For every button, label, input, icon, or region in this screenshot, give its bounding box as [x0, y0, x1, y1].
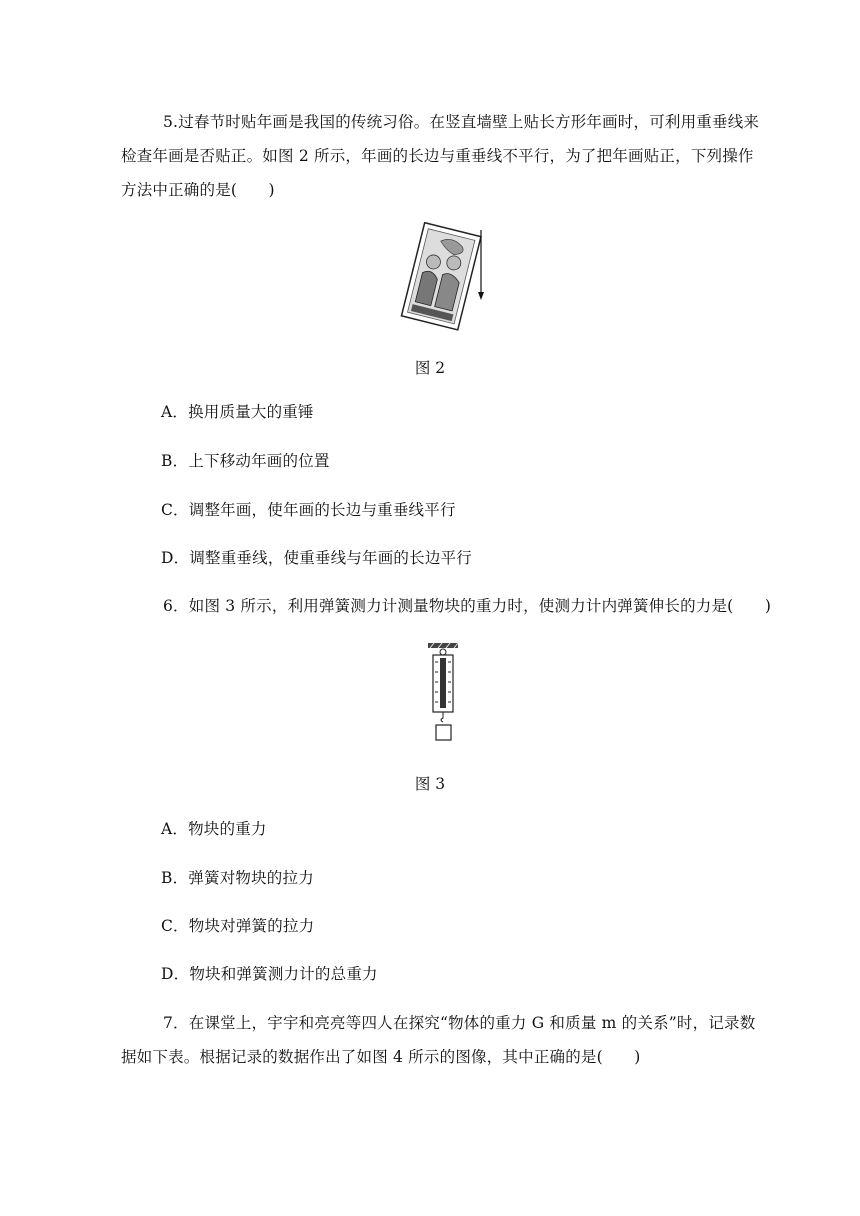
q6-option-b: B．弹簧对物块的拉力	[161, 869, 314, 887]
q6-option-d: D．物块和弹簧测力计的总重力	[161, 965, 378, 983]
q5-text-line-2: 检查年画是否贴正。如图 2 所示，年画的长边与重垂线不平行，为了把年画贴正，下列操作	[121, 147, 754, 165]
q6-option-c: C．物块对弹簧的拉力	[161, 917, 315, 935]
figure-2-caption: 图 2	[414, 359, 446, 377]
q5-text-line-3: 方法中正确的是( )	[121, 181, 275, 199]
q7-text-line-1: 7．在课堂上，宇宇和亮亮等四人在探究“物体的重力 G 和质量 m 的关系”时，记录数	[163, 1014, 756, 1032]
q5-option-c: C．调整年画，使年画的长边与重垂线平行	[161, 501, 456, 519]
spring-scale-figure	[424, 640, 464, 744]
q5-option-a: A．换用质量大的重锤	[161, 403, 314, 421]
q6-option-a: A．物块的重力	[161, 820, 267, 838]
q7-text-line-2: 据如下表。根据记录的数据作出了如图 4 所示的图像，其中正确的是( )	[121, 1048, 641, 1066]
q5-text-line-1: 5.过春节时贴年画是我国的传统习俗。在竖直墙壁上贴长方形年画时，可利用重垂线来	[163, 113, 760, 131]
q6-text-line-1: 6．如图 3 所示，利用弹簧测力计测量物块的重力时，使测力计内弹簧伸长的力是( )	[163, 597, 772, 615]
q5-option-d: D．调整重垂线，使重垂线与年画的长边平行	[161, 549, 472, 567]
figure-3-caption: 图 3	[414, 775, 446, 793]
q5-option-b: B．上下移动年画的位置	[161, 452, 330, 470]
new-year-painting-figure	[392, 222, 492, 332]
